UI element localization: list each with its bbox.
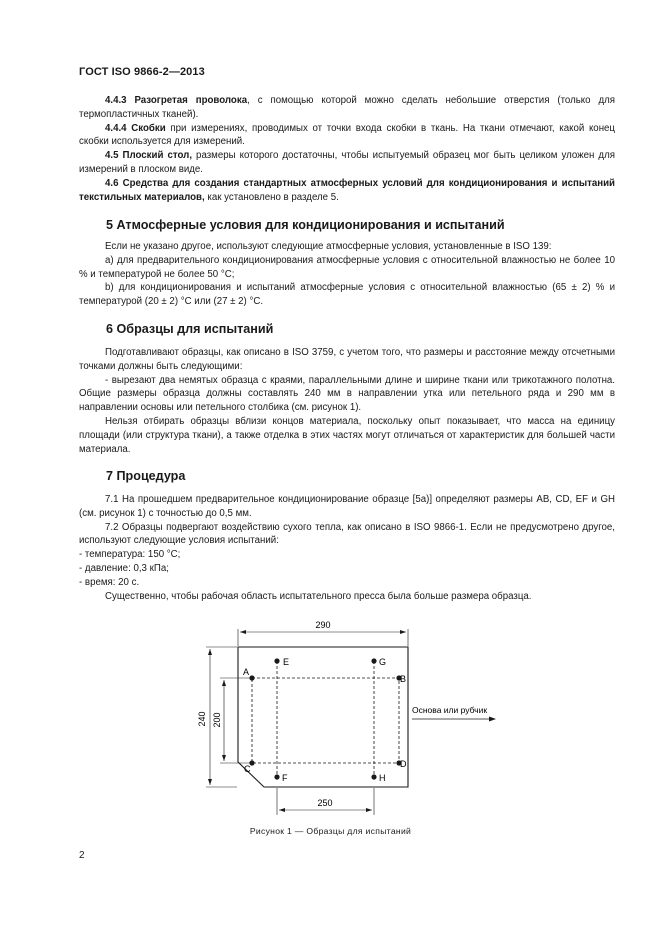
clause-text: , с помощью которой можно сделать небольшие отверстия (только для термопластичных тканей). [79, 95, 615, 120]
point-h [371, 774, 376, 779]
label-d: D [400, 759, 407, 769]
section-7-heading: 7 Процедура [106, 469, 186, 483]
point-e [274, 658, 279, 663]
clause-7-1: 7.1 На прошедшем предварительное кондиционирование образце [5а)] определяют размеры AB, CD, EF и GH (см. рисунок 1) с точностью до 0,5 мм. [79, 494, 615, 519]
point-f [274, 774, 279, 779]
clause-text: как установлено в разделе 5. [204, 191, 339, 203]
point-g [371, 658, 376, 663]
direction-arrow-head [489, 717, 496, 722]
clause-number: 4.4.4 [105, 122, 127, 134]
paragraph: Если не указано другое, используют следующие атмосферные условия, установленные в ISO 139: [105, 241, 552, 252]
label-g: G [379, 657, 387, 667]
clause-term: Разогретая проволока [134, 95, 248, 106]
list-item-pressure: - давление: 0,3 кПа; [79, 562, 169, 574]
clause-term: Плоский стол, [122, 150, 193, 162]
page-number: 2 [79, 850, 85, 861]
paragraph: Нельзя отбирать образцы вблизи концов материала, поскольку опыт показывает, что масса на единицу площади (или структура ткани), а также отделка в этих частях могут отличаться от характеристик для большей части материала. [79, 415, 615, 455]
paragraph: Подготавливают образцы, как описано в ISO 3759, с учетом того, что размеры и расстояние между отсчетными точками должны быть следующими: [79, 347, 615, 372]
list-item: b) для кондиционирования и испытаний атмосферные условия с относительной влажностью (65 ± 2) % и температурой (20 ± 2) °C или (27 ± 2) °C. [79, 282, 615, 308]
clause-text: размеры которого достаточны, чтобы испытуемый образец мог быть целиком уложен для измерений в плоском виде. [79, 150, 615, 175]
label-f: F [282, 773, 288, 783]
dimension-bottom-label: 250 [317, 798, 333, 808]
specimen-outline [238, 647, 408, 787]
dimension-left-outer-label: 240 [197, 711, 207, 727]
measurement-rectangle [252, 678, 399, 763]
label-b: B [400, 674, 407, 684]
direction-label: Основа или рубчик [412, 705, 488, 715]
document-header: ГОСТ ISO 9866-2—2013 [79, 66, 205, 78]
dimension-left-inner-label: 200 [212, 712, 222, 728]
clause-term: Скобки [131, 122, 166, 134]
label-a: A [243, 667, 250, 677]
point-a [249, 675, 254, 680]
section-6-heading: 6 Образцы для испытаний [106, 322, 274, 336]
figure-caption: Рисунок 1 — Образцы для испытаний [249, 826, 412, 836]
clause-number: 4.5 [105, 150, 119, 162]
clause-text: при измерениях, проводимых от точки входа скобки в ткань. На ткани отмечают, какой конец скобки используется для измерений. [79, 122, 615, 148]
section-5-heading: 5 Атмосферные условия для кондиционирования и испытаний [106, 218, 505, 232]
label-e: E [283, 657, 290, 667]
paragraph: Существенно, чтобы рабочая область испытательного пресса была больше размера образца. [105, 590, 532, 602]
list-item-time: - время: 20 с. [79, 576, 140, 588]
label-h: H [379, 773, 386, 783]
clause-number: 4.4.3 [105, 95, 127, 106]
label-c: C [244, 764, 251, 774]
dimension-top-label: 290 [315, 620, 331, 630]
clause-term: Средства для создания стандартных атмосферных условий для кондиционирования и испытаний текстильных материалов, [79, 177, 615, 203]
list-item: - вырезают два немятых образца с краями, параллельными длине и ширине ткани или трикотажного полотна. Общие размеры образца должны составлять 240 мм в направлении утка или петельного ряда и 290 мм в направлении основы или петельного столбика (см. рисунок 1). [79, 374, 615, 414]
clause-number: 4.6 [105, 177, 119, 189]
list-item-temperature: - температура: 150 °C; [79, 549, 181, 561]
list-item: a) для предварительного кондиционирования атмосферные условия с относительной влажностью не более 10 % и температурой не более 50 °C; [79, 254, 615, 280]
clause-7-2: 7.2 Образцы подвергают воздействию сухого тепла, как описано в ISO 9866-1. Если не предусмотрено другое, используют следующие условия испытаний: [79, 521, 615, 547]
